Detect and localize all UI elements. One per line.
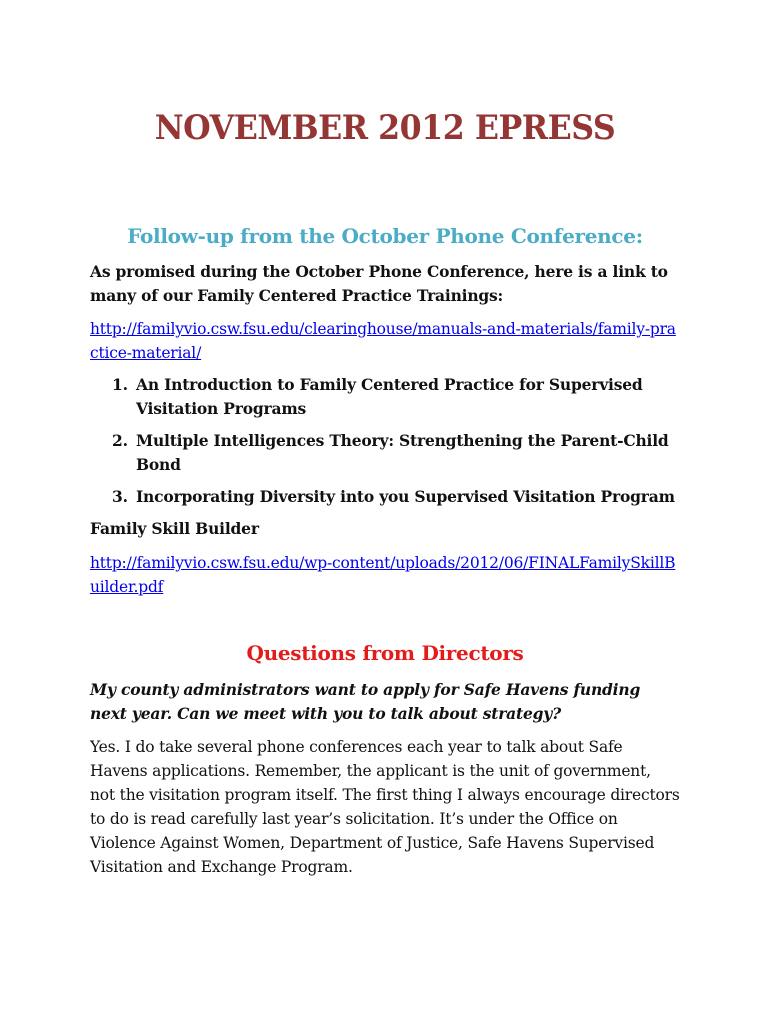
- skill-builder-link-paragraph: [90, 551, 680, 599]
- list-item: [112, 485, 676, 509]
- list-item-text: Incorporating Diversity into you Supervised Visitation Program: [136, 487, 675, 506]
- skill-builder-link[interactable]: http://familyvio.csw.fsu.edu/wp-content/uploads/2012/06/FINALFamilySkillBuilder.pdf: [90, 554, 676, 596]
- director-question: My county administrators want to apply for Safe Havens funding next year. Can we meet with you to talk about strategy?: [90, 680, 641, 723]
- director-answer: Yes. I do take several phone conferences each year to talk about Safe Havens applications. Remember, the applicant is the unit of government, not the visitation program itself. The first thing I always encourage directors to do is read carefully last year’s solicitation. It’s under the Office on Violence Against Women, Department of Justice, Safe Havens Supervised Visitation and Exchange Program.: [90, 738, 680, 876]
- list-item-number: 3.: [112, 487, 128, 506]
- document-title: NOVEMBER 2012 EPRESS: [154, 108, 616, 148]
- intro-paragraph: As promised during the October Phone Conference, here is a link to many of our Family Centered Practice Trainings:: [90, 262, 668, 305]
- trainings-link-paragraph: [90, 317, 680, 365]
- list-item-number: 2.: [112, 431, 128, 450]
- section-heading-questions: Questions from Directors: [246, 641, 524, 665]
- list-item: [112, 373, 676, 421]
- list-item-text: Multiple Intelligences Theory: Strengthening the Parent-Child Bond: [136, 431, 669, 474]
- trainings-link[interactable]: http://familyvio.csw.fsu.edu/clearinghouse/manuals-and-materials/family-practice-material/: [90, 320, 676, 362]
- list-item-text: An Introduction to Family Centered Practice for Supervised Visitation Programs: [136, 375, 643, 418]
- list-item: [112, 429, 676, 477]
- skill-builder-label: Family Skill Builder: [90, 519, 259, 538]
- section-heading-follow-up: Follow-up from the October Phone Conference:: [127, 224, 643, 248]
- list-item-number: 1.: [112, 375, 128, 394]
